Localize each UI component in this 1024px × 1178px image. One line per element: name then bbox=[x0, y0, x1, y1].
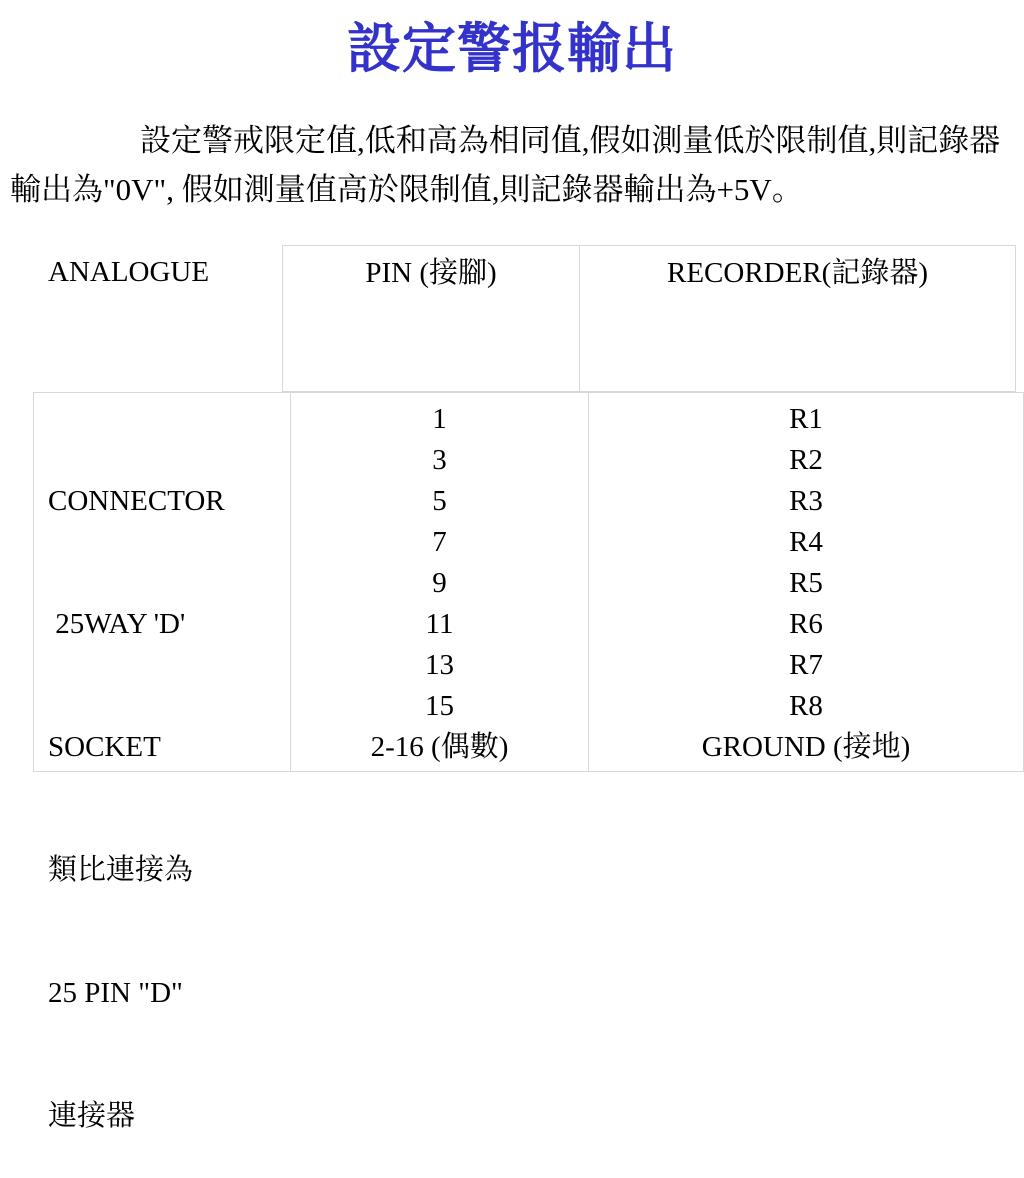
page-title: 設定警报輸出 bbox=[347, 16, 677, 80]
header-pin bbox=[282, 245, 580, 392]
recorder-value: R8 bbox=[789, 690, 823, 722]
recorder-value: GROUND (接地) bbox=[701, 731, 911, 763]
connector-line: SOCKET bbox=[48, 731, 161, 763]
header-analogue bbox=[0, 252, 282, 392]
connector-line: 連接器 bbox=[48, 1100, 136, 1132]
connector-line: CONNECTOR bbox=[48, 485, 225, 517]
pin-value: 11 bbox=[425, 608, 454, 640]
connector-cell bbox=[33, 392, 291, 1132]
recorder-value: R7 bbox=[789, 649, 823, 681]
connector-line: 25WAY 'D' bbox=[48, 608, 186, 640]
pin-value: 15 bbox=[425, 690, 454, 722]
header-pin-label: PIN (接腳) bbox=[365, 257, 497, 289]
header-analogue-label: ANALOGUE bbox=[48, 256, 210, 288]
recorder-value: R4 bbox=[789, 526, 823, 558]
recorder-value: R6 bbox=[789, 608, 823, 640]
recorder-cell bbox=[588, 392, 1024, 772]
header-recorder-label: RECORDER(記錄器) bbox=[666, 257, 928, 289]
header-recorder bbox=[579, 245, 1016, 392]
pin-value: 9 bbox=[432, 567, 447, 599]
description-paragraph: 設定警戒限定值,低和高為相同值,假如測量低於限制值,則記錄器輸出為"0V", 假如測量值高於限制值,則記錄器輸出為+5V。 bbox=[10, 123, 1001, 207]
pin-value: 7 bbox=[432, 526, 447, 558]
recorder-value: R1 bbox=[789, 403, 823, 435]
pin-cell bbox=[290, 392, 589, 772]
connector-line: 類比連接為 bbox=[48, 854, 194, 886]
connector-line: 25 PIN "D" bbox=[48, 977, 183, 1009]
recorder-value: R2 bbox=[789, 444, 823, 476]
pin-value: 5 bbox=[432, 485, 447, 517]
recorder-value: R3 bbox=[789, 485, 823, 517]
pin-value: 3 bbox=[432, 444, 447, 476]
pin-value: 1 bbox=[432, 403, 447, 435]
recorder-value: R5 bbox=[789, 567, 823, 599]
pin-value: 2-16 (偶數) bbox=[370, 731, 509, 763]
pin-value: 13 bbox=[425, 649, 454, 681]
